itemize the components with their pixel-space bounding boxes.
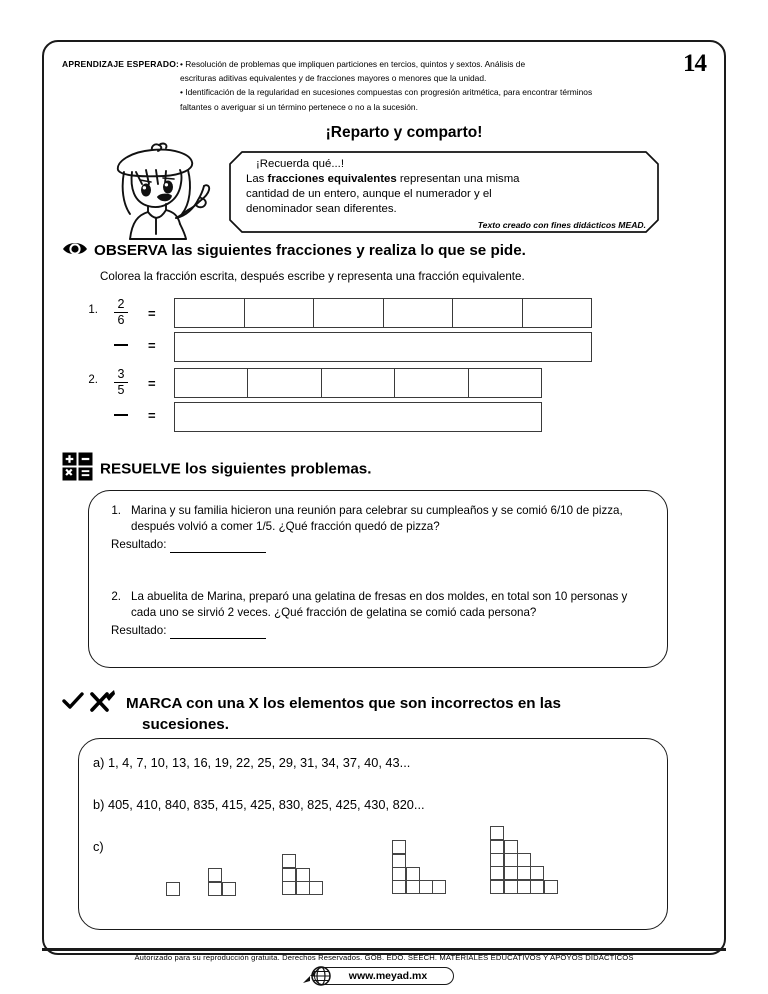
figure-square [517,866,531,880]
sequence-a-label: a) [93,755,105,770]
figure-square [504,880,518,894]
learning-objective-label: APRENDIZAJE ESPERADO: [62,59,180,69]
page-number: 14 [683,50,706,77]
section-heading-observa [62,240,526,261]
figure-square [530,866,544,880]
remember-line-2-bold: fracciones equivalentes [267,173,397,186]
section-heading-marca [62,690,662,733]
figure-square [392,840,406,854]
figure-square [282,881,296,895]
figure-column [420,881,433,894]
fraction-2-answer-bar [114,414,128,416]
figure-square [406,880,420,894]
bar-cell[interactable] [469,369,541,397]
bar-cell[interactable] [175,333,591,361]
figure-square [392,854,406,868]
fraction-1-answer-blank[interactable] [112,344,130,346]
sequence-a[interactable] [93,755,410,770]
problem-1 [105,503,641,553]
observa-subinstruction: Colorea la fracción escrita, después escribe y representa una fracción equivalente. [100,270,525,283]
check-icon [62,691,84,715]
remember-credit: Texto creado con fines didácticos MEAD. [477,220,646,230]
fraction-2-answer-blank[interactable] [112,414,130,416]
figure-square [490,866,504,880]
fraction-2-numerator: 3 [117,367,125,381]
figure-column [167,883,180,896]
objective-bullet-1-line-2: escrituras aditivas equivalentes y de fracciones mayores o menores que la unidad. [180,73,487,84]
figure-square [490,840,504,854]
fraction-1-equals: = [148,306,156,321]
figure-square [282,854,296,868]
remember-line-1: ¡Recuerda qué...! [256,158,345,170]
figure-square [504,840,518,854]
figure-column [283,855,296,895]
fraction-2-answer-bar-model[interactable] [174,402,542,432]
figure-square [392,867,406,881]
problem-2 [105,589,653,639]
figure-square [517,853,531,867]
problem-2-number: 2. [111,590,121,603]
figure-column [310,882,323,895]
mascot-character-illustration [108,142,220,240]
figure-square [296,881,310,895]
calculator-operators-icon [62,452,94,486]
fraction-2-bar-model[interactable] [174,368,542,398]
figure-square [504,866,518,880]
remember-line-2-pre: Las [246,173,268,186]
figure-square [282,868,296,882]
eye-icon [62,240,88,261]
objective-bullet-2-line-1: • Identificación de la regularidad en sucesiones compuestas con progresión aritmética, para encontrar términos [180,87,593,98]
figure-2[interactable] [209,869,236,896]
bar-cell[interactable] [314,299,384,327]
sequence-a-value: 1, 4, 7, 10, 13, 16, 19, 22, 25, 29, 31, 34, 37, 40, 43... [107,755,411,770]
figure-3[interactable] [283,855,323,895]
fraction-1-answer-bar [114,344,128,346]
figure-square [490,826,504,840]
fraction-1-index: 1. [88,304,98,316]
figure-column [504,840,517,893]
remember-line-2-post: representan una misma [396,173,520,186]
fraction-1-value [112,298,130,326]
problem-1-result[interactable] [111,537,641,553]
fraction-1-denominator: 6 [117,312,125,327]
footer-divider [42,948,726,951]
problems-box [88,490,668,668]
bar-cell[interactable] [384,299,454,327]
figure-5[interactable] [491,827,558,894]
learning-objective-header [62,58,662,115]
figure-square [406,867,420,881]
figure-square [419,880,433,894]
figure-column [209,869,222,896]
figure-square [208,868,222,882]
problem-2-result[interactable] [111,623,653,639]
figure-square [296,868,310,882]
problem-2-answer-line[interactable] [170,627,266,639]
remember-text-block [246,157,646,218]
figure-square [309,881,323,895]
figure-square [432,880,446,894]
bar-cell[interactable] [453,299,523,327]
figure-column [531,867,544,894]
remember-line-2 [246,172,646,187]
problem-1-text: Marina y su familia hicieron una reunión para celebrar su cumpleaños y se comió 6/10 de pizza, después volvió a comer 1/5. ¿Qué fracción quedó de pizza? [131,504,623,534]
objective-bullet-1-line-1: • Resolución de problemas que impliquen particiones en tercios, quintos y sextos. Análisis de [180,59,526,69]
globe-arrow-icon [301,965,335,990]
bar-cell[interactable] [245,299,315,327]
bar-cell[interactable] [395,369,468,397]
x-mark-icon [90,690,116,716]
figure-column [544,880,557,893]
footer-url-pill[interactable] [314,967,454,985]
figure-square [517,880,531,894]
bar-cell[interactable] [248,369,321,397]
learning-objective-body [180,58,620,115]
sequence-b-label: b) [93,797,105,812]
marca-heading-line-1: MARCA con una X los elementos que son incorrectos en las [126,694,561,712]
figure-column [406,868,419,895]
bar-cell[interactable] [175,299,245,327]
section-heading-observa-text: OBSERVA las siguientes fracciones y realiza lo que se pide. [94,242,526,259]
objective-bullet-2-line-2: faltantes o averiguar si un término pertenece o no a la sucesión. [180,101,418,112]
remember-line-4: denominador sean diferentes. [246,203,397,216]
fraction-1-answer-bar-model[interactable] [174,332,592,362]
fraction-2-equals: = [148,376,156,391]
figure-square [208,882,222,896]
section-heading-resuelve [62,452,371,486]
fraction-2-denominator: 5 [117,382,125,397]
remember-callout-box [228,150,660,234]
fraction-1-numerator: 2 [117,297,125,311]
footer-url-row [0,966,768,985]
problem-1-number: 1. [111,504,121,517]
figure-square [222,882,236,896]
problem-1-answer-line[interactable] [170,541,266,553]
problem-1-result-label: Resultado: [111,537,167,551]
bar-cell[interactable] [175,403,541,431]
sequence-b-value: 405, 410, 840, 835, 415, 425, 830, 825, 425, 430, 820... [107,797,425,812]
fraction-2-index: 2. [88,374,98,386]
figure-square [504,853,518,867]
sequences-box [78,738,668,930]
figure-square [530,880,544,894]
page-title: ¡Reparto y comparto! [325,124,483,141]
fraction-2-value [112,368,130,396]
marca-heading-line-2: sucesiones. [142,716,229,734]
problem-2-text: La abuelita de Marina, preparó una gelatina de fresas en dos moldes, en total son 10 personas y cada uno se sirvió 2 veces. ¿Qué fracción de gelatina se comió cada persona? [131,590,628,620]
bar-cell[interactable] [523,299,592,327]
fraction-1-bar-model[interactable] [174,298,592,328]
bar-cell[interactable] [322,369,395,397]
figure-square [392,880,406,894]
figure-4[interactable] [393,841,446,894]
fraction-2-answer-equals: = [148,408,156,423]
figure-column [222,882,235,895]
figure-square [166,882,180,896]
figure-column [393,841,406,894]
figure-column [491,827,504,894]
sequence-b[interactable] [93,797,425,812]
figure-square [544,880,558,894]
figure-square [490,853,504,867]
remember-line-3: cantidad de un entero, aunque el numerador y el [246,188,492,201]
figure-column [433,881,446,894]
sequence-c-label: c) [93,839,104,854]
problem-2-result-label: Resultado: [111,623,167,637]
figure-column [518,854,531,894]
footer-copyright: Autorizado para su reproducción gratuita. Derechos Reservados. GOB. EDO. SEECH. MATERIALES EDUCATIVOS Y APOYOS DIDÁCTICOS [134,953,634,962]
footer-url-text: www.meyad.mx [348,970,428,982]
section-heading-marca-text [62,695,561,734]
bar-cell[interactable] [175,369,248,397]
figure-column [296,868,309,895]
figure-square [490,880,504,894]
fraction-1-answer-equals: = [148,338,156,353]
figure-1[interactable] [167,883,180,896]
section-heading-resuelve-text: RESUELVE los siguientes problemas. [100,460,372,478]
